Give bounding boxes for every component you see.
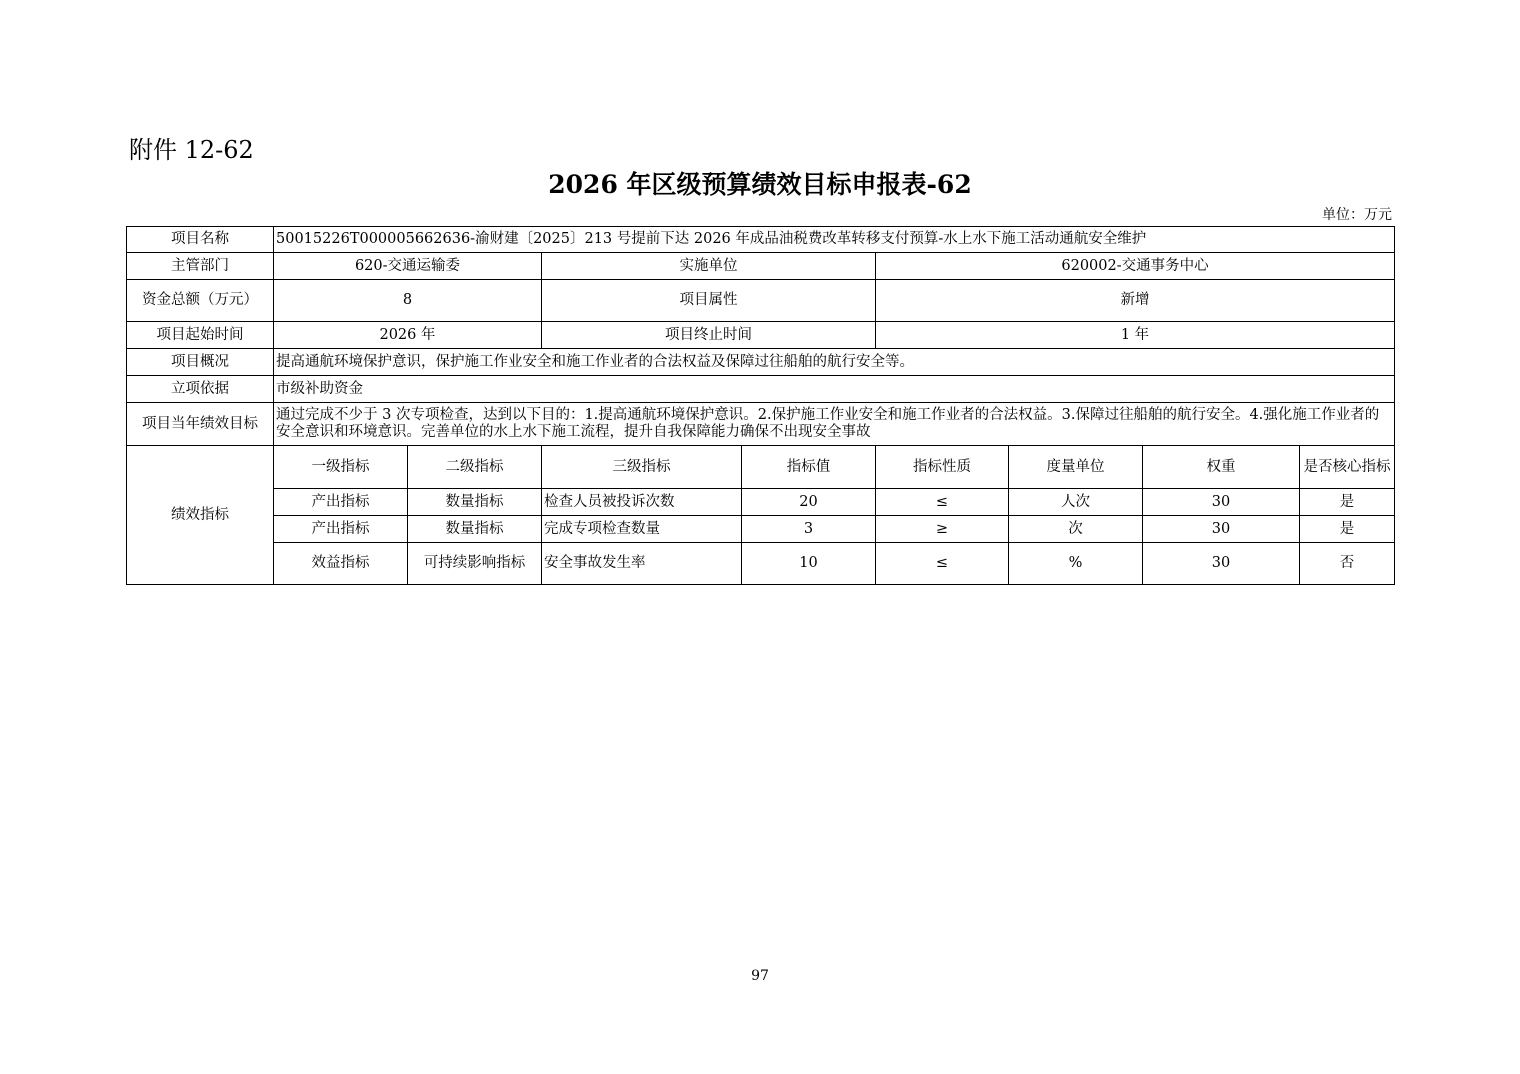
row2-nature: ≥ (876, 516, 1009, 543)
row3-value: 10 (742, 543, 876, 585)
row1-nature: ≤ (876, 489, 1009, 516)
row1-level1: 产出指标 (274, 489, 408, 516)
goal-label: 项目当年绩效目标 (127, 403, 274, 446)
row1-unit: 人次 (1009, 489, 1143, 516)
page-title: 2026 年区级预算绩效目标申报表-62 (548, 170, 972, 199)
row1-value: 20 (742, 489, 876, 516)
page-number: 97 (751, 968, 769, 984)
row3-core: 否 (1300, 543, 1395, 585)
unit-label: 单位：万元 (1322, 207, 1392, 223)
row1-level3: 检查人员被投诉次数 (542, 489, 742, 516)
row1-core: 是 (1300, 489, 1395, 516)
row2-level2: 数量指标 (408, 516, 542, 543)
goal-value: 通过完成不少于 3 次专项检查，达到以下目的：1.提高通航环境保护意识。2.保护施工作业安全和施工作业者的合法权益。3.保障过往船舶的航行安全。4.强化施工作业者的安全意识和环境意识。完善单位的水上水下施工流程，提升自我保障能力确保不出现安全事故 (274, 403, 1395, 446)
row3-unit: % (1009, 543, 1143, 585)
header-level2: 二级指标 (408, 446, 542, 489)
fund-value: 8 (274, 280, 542, 322)
row1-level2: 数量指标 (408, 489, 542, 516)
period-row (127, 322, 1395, 349)
header-nature: 指标性质 (876, 446, 1009, 489)
row3-weight: 30 (1143, 543, 1300, 585)
start-label: 项目起始时间 (127, 322, 274, 349)
performance-target-table (126, 226, 1395, 585)
start-value: 2026 年 (274, 322, 542, 349)
row3-nature: ≤ (876, 543, 1009, 585)
header-unit: 度量单位 (1009, 446, 1143, 489)
row2-core: 是 (1300, 516, 1395, 543)
basis-label: 立项依据 (127, 376, 274, 403)
end-label: 项目终止时间 (542, 322, 876, 349)
row2-weight: 30 (1143, 516, 1300, 543)
dept-label: 主管部门 (127, 253, 274, 280)
overview-value: 提高通航环境保护意识，保护施工作业安全和施工作业者的合法权益及保障过往船舶的航行安全等。 (274, 349, 1395, 376)
fund-label: 资金总额（万元） (127, 280, 274, 322)
table-row (127, 543, 1395, 585)
indicator-header-row (127, 446, 1395, 489)
impl-value: 620002-交通事务中心 (876, 253, 1395, 280)
project-name-value: 50015226T000005662636-渝财建〔2025〕213 号提前下达 2026 年成品油税费改革转移支付预算-水上水下施工活动通航安全维护 (274, 227, 1395, 253)
table-row (127, 516, 1395, 543)
header-level3: 三级指标 (542, 446, 742, 489)
dept-value: 620-交通运输委 (274, 253, 542, 280)
fund-row (127, 280, 1395, 322)
row1-weight: 30 (1143, 489, 1300, 516)
row3-level1: 效益指标 (274, 543, 408, 585)
header-core: 是否核心指标 (1300, 446, 1395, 489)
basis-value: 市级补助资金 (274, 376, 1395, 403)
header-value: 指标值 (742, 446, 876, 489)
row2-unit: 次 (1009, 516, 1143, 543)
row3-level3: 安全事故发生率 (542, 543, 742, 585)
header-level1: 一级指标 (274, 446, 408, 489)
end-value: 1 年 (876, 322, 1395, 349)
annex-label: 附件 12-62 (129, 136, 254, 164)
row3-level2: 可持续影响指标 (408, 543, 542, 585)
table-row (127, 489, 1395, 516)
department-row (127, 253, 1395, 280)
attr-value: 新增 (876, 280, 1395, 322)
row2-level1: 产出指标 (274, 516, 408, 543)
attr-label: 项目属性 (542, 280, 876, 322)
row2-value: 3 (742, 516, 876, 543)
basis-row (127, 376, 1395, 403)
indicators-label: 绩效指标 (127, 446, 274, 585)
row2-level3: 完成专项检查数量 (542, 516, 742, 543)
impl-label: 实施单位 (542, 253, 876, 280)
overview-label: 项目概况 (127, 349, 274, 376)
overview-row (127, 349, 1395, 376)
project-name-row (127, 227, 1395, 253)
project-name-label: 项目名称 (127, 227, 274, 253)
goal-row (127, 403, 1395, 446)
header-weight: 权重 (1143, 446, 1300, 489)
